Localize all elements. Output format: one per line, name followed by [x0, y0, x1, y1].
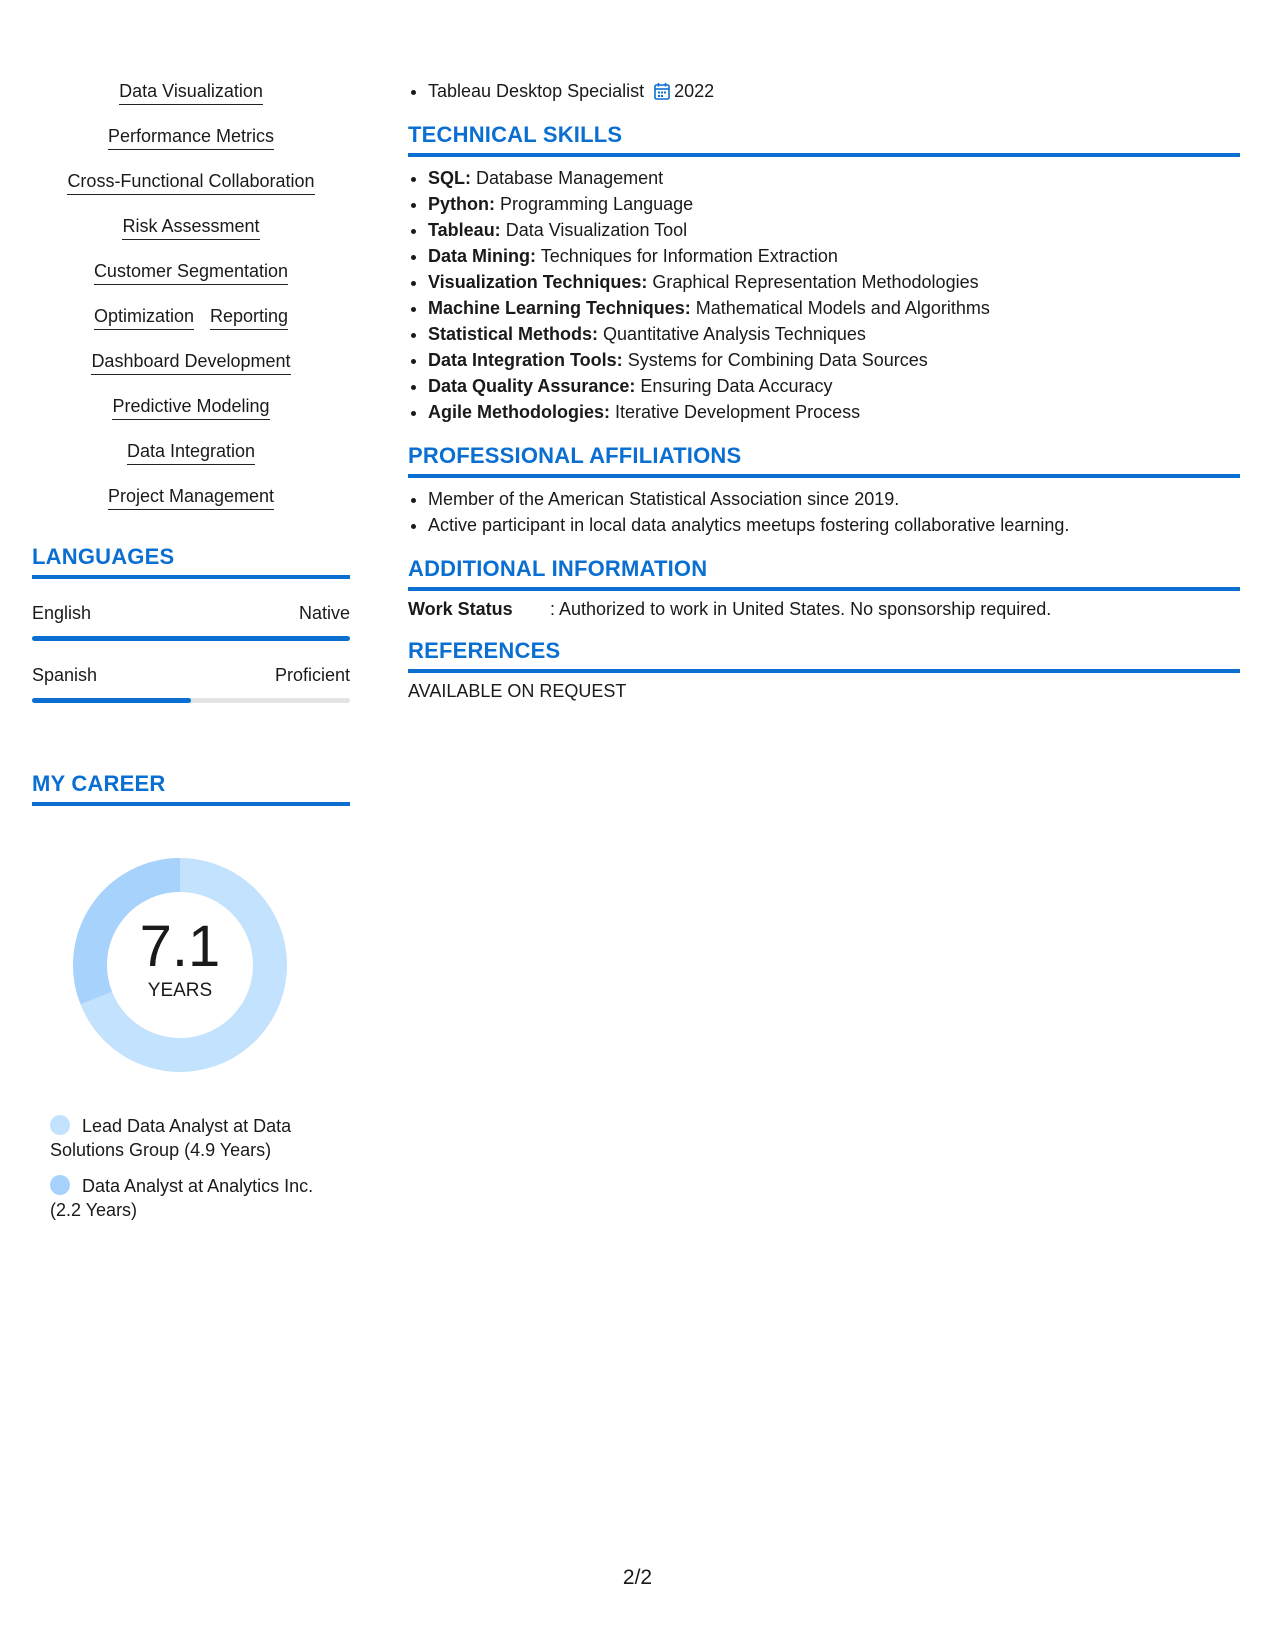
career-role-label: Data Analyst at Analytics Inc. (2.2 Years) — [50, 1176, 314, 1220]
technical-skill-term: SQL: — [428, 168, 471, 188]
skill-tag-row — [32, 80, 350, 105]
affiliations-title: PROFESSIONAL AFFILIATIONS — [408, 443, 1240, 478]
language-item — [32, 665, 350, 703]
technical-skill-item — [428, 347, 1240, 373]
technical-skill-desc: Graphical Representation Methodologies — [652, 272, 979, 292]
technical-skill-item — [428, 217, 1240, 243]
technical-skill-item — [428, 165, 1240, 191]
technical-skill-item — [428, 269, 1240, 295]
technical-skills-section — [408, 122, 1240, 425]
career-section — [32, 771, 350, 1222]
technical-skill-term: Statistical Methods: — [428, 324, 599, 344]
skill-tag-row — [32, 215, 350, 240]
technical-skill-desc: Iterative Development Process — [615, 402, 861, 422]
affiliations-section — [408, 443, 1240, 538]
career-years-unit: YEARS — [147, 980, 213, 1001]
language-level-bar — [32, 698, 350, 703]
technical-skill-desc: Data Visualization Tool — [505, 220, 688, 240]
languages-section — [32, 544, 350, 703]
skill-tag-row — [32, 305, 350, 330]
career-total-years: 7.1 — [139, 914, 221, 979]
skills-tag-cloud — [32, 80, 350, 510]
references-text: AVAILABLE ON REQUEST — [408, 681, 627, 701]
language-level-fill — [32, 698, 191, 703]
left-column — [32, 80, 350, 1234]
affiliation-item: • Active participant in local data analytics meetups fostering collaborative learning. — [428, 512, 1240, 538]
technical-skill-desc: Quantitative Analysis Techniques — [603, 324, 866, 344]
technical-skill-desc: Ensuring Data Accuracy — [640, 376, 833, 396]
skill-tag: Dashboard Development — [91, 350, 290, 375]
certification-year: 2022 — [674, 81, 715, 101]
additional-info-title: ADDITIONAL INFORMATION — [408, 556, 1240, 591]
skill-tag-row — [32, 350, 350, 375]
skill-tag-row — [32, 170, 350, 195]
language-level: Proficient — [274, 665, 350, 685]
skill-tag-row — [32, 125, 350, 150]
technical-skill-term: Machine Learning Techniques: — [428, 298, 691, 318]
technical-skill-term: Data Integration Tools: — [428, 350, 623, 370]
language-level: Native — [298, 603, 350, 623]
affiliation-item: • Member of the American Statistical Association since 2019. — [428, 486, 1240, 512]
calendar-icon — [654, 81, 670, 99]
references-section — [408, 638, 1240, 702]
technical-skill-desc: Programming Language — [500, 194, 694, 214]
technical-skill-desc: Database Management — [476, 168, 664, 188]
career-legend — [50, 1114, 320, 1222]
language-name: Spanish — [32, 665, 98, 685]
certifications-list — [408, 78, 1240, 104]
page-number: 2/2 — [622, 1566, 653, 1589]
technical-skill-desc: Techniques for Information Extraction — [540, 246, 838, 266]
technical-skill-item — [428, 321, 1240, 347]
skill-tag: Performance Metrics — [108, 125, 274, 150]
language-row — [32, 603, 350, 624]
technical-skill-term: Data Mining: — [428, 246, 536, 266]
skill-tag: Predictive Modeling — [112, 395, 269, 420]
skill-tag-row — [32, 260, 350, 285]
language-row — [32, 665, 350, 686]
career-title: MY CAREER — [32, 771, 350, 806]
skill-tag-row — [32, 440, 350, 465]
technical-skill-term: Python: — [428, 194, 495, 214]
skill-tag-row — [32, 395, 350, 420]
technical-skill-term: Data Quality Assurance: — [428, 376, 636, 396]
skill-tag: Project Management — [108, 485, 274, 510]
technical-skills-title: TECHNICAL SKILLS — [408, 122, 1240, 157]
technical-skill-item — [428, 243, 1240, 269]
skill-tag: Cross-Functional Collaboration — [67, 170, 314, 195]
skill-tag: Optimization — [94, 305, 194, 330]
technical-skill-desc: Mathematical Models and Algorithms — [695, 298, 990, 318]
career-donut — [65, 850, 295, 1080]
certification-item — [428, 78, 1240, 104]
work-status-label: Work Status — [408, 599, 513, 619]
languages-list — [32, 603, 350, 703]
skill-tag: Risk Assessment — [122, 215, 259, 240]
languages-title: LANGUAGES — [32, 544, 350, 579]
skill-tag: Customer Segmentation — [94, 260, 288, 285]
language-level-bar — [32, 636, 350, 641]
skill-tag: Data Integration — [127, 440, 255, 465]
right-column — [408, 78, 1240, 702]
skill-tag: Reporting — [210, 305, 288, 330]
technical-skill-item — [428, 399, 1240, 425]
donut-center — [65, 850, 295, 1080]
certification-name: Tableau Desktop Specialist — [428, 81, 645, 101]
work-status-row — [408, 599, 1240, 620]
technical-skill-term: Visualization Techniques: — [428, 272, 648, 292]
career-legend-item — [50, 1114, 320, 1162]
career-legend-item — [50, 1174, 320, 1222]
language-level-fill — [32, 636, 350, 641]
legend-dot — [50, 1175, 70, 1195]
technical-skill-item — [428, 373, 1240, 399]
legend-dot — [50, 1115, 70, 1135]
career-role-label: Lead Data Analyst at Data Solutions Group (4.9 Years) — [50, 1116, 292, 1160]
language-name: English — [32, 603, 92, 623]
technical-skill-item — [428, 295, 1240, 321]
work-status-value: : Authorized to work in United States. No sponsorship required. — [550, 599, 1052, 619]
affiliations-list — [408, 486, 1240, 538]
additional-info-section — [408, 556, 1240, 620]
skill-tag: Data Visualization — [119, 80, 263, 105]
skill-tag-row — [32, 485, 350, 510]
technical-skill-desc: Systems for Combining Data Sources — [627, 350, 928, 370]
technical-skill-item — [428, 191, 1240, 217]
technical-skill-term: Tableau: — [428, 220, 501, 240]
references-title: REFERENCES — [408, 638, 1240, 673]
technical-skill-term: Agile Methodologies: — [428, 402, 610, 422]
language-item — [32, 603, 350, 641]
technical-skills-list — [408, 165, 1240, 425]
